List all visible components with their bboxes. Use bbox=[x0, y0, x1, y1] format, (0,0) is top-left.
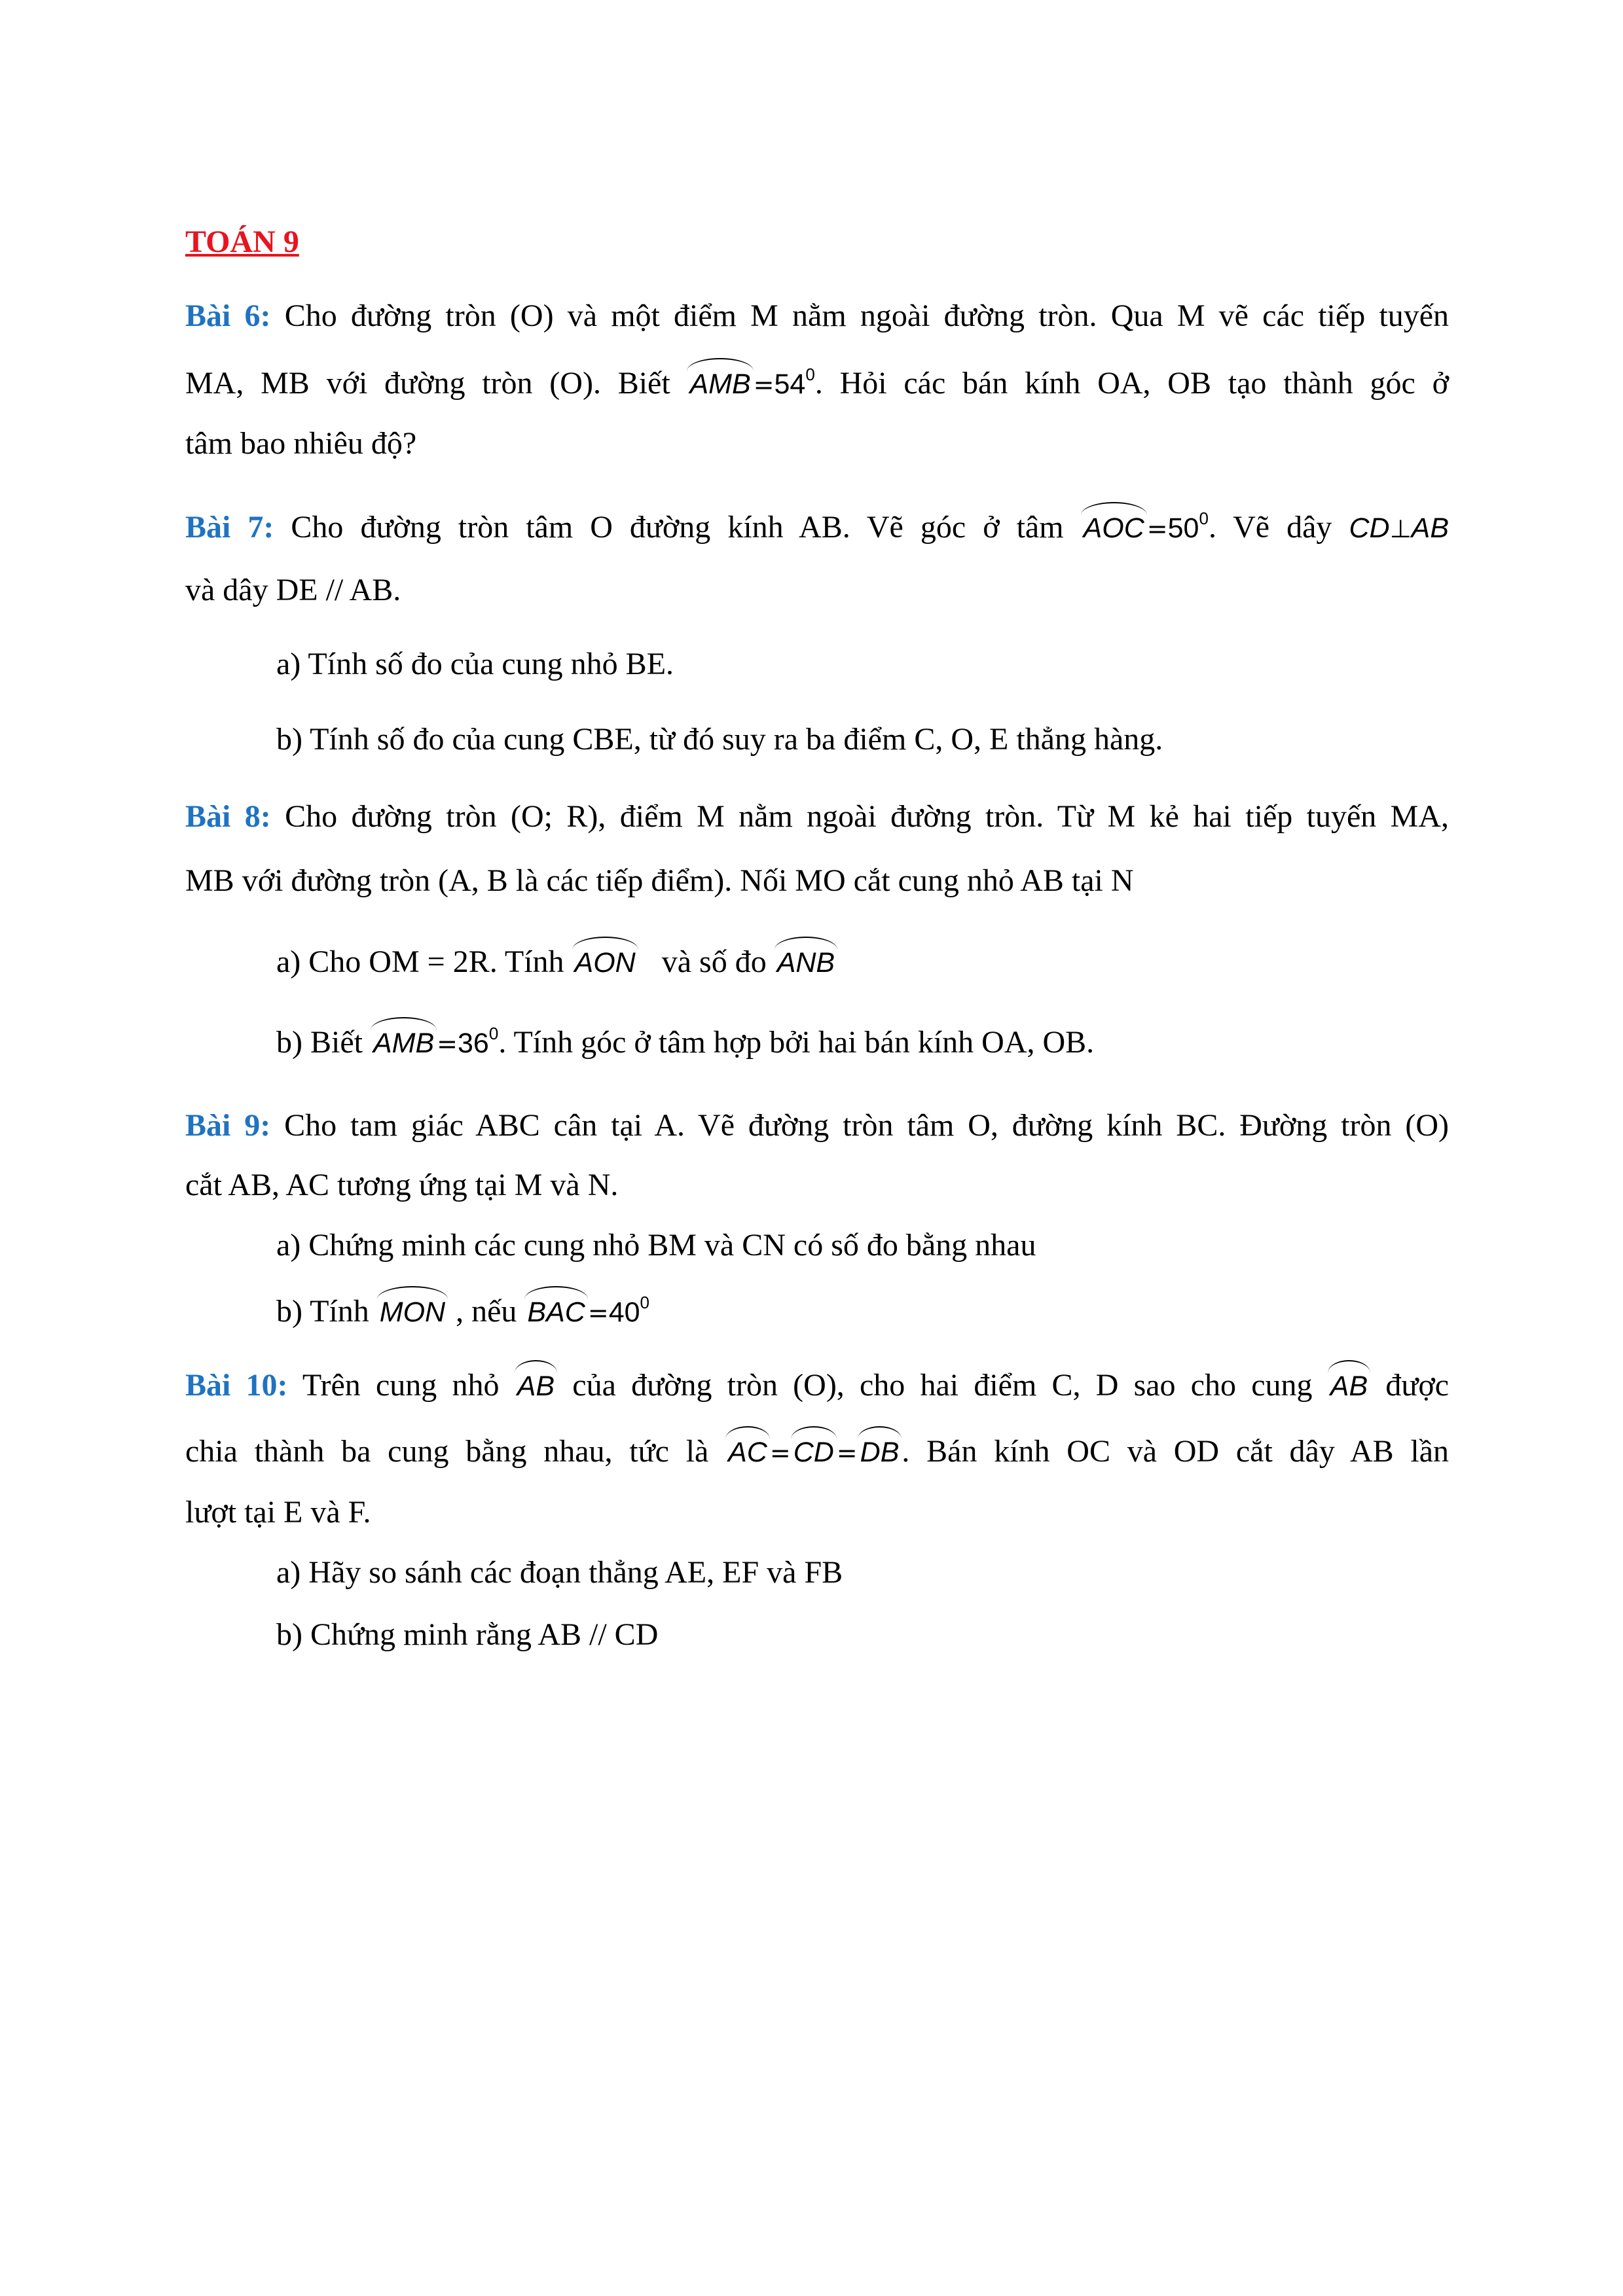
arc-ab-2: AB bbox=[1328, 1367, 1370, 1406]
bai7-label: Bài 7: bbox=[185, 510, 274, 545]
arc-cd: CD bbox=[791, 1433, 837, 1472]
arc-aon: AON bbox=[572, 943, 638, 982]
bai7-part-b: b) Tính số đo của cung CBE, từ đó suy ra ba điểm C, O, E thẳng hàng. bbox=[276, 722, 1163, 757]
bai7-part-a: a) Tính số đo của cung nhỏ BE. bbox=[276, 647, 674, 681]
bai6-label: Bài 6: bbox=[185, 298, 271, 333]
bai8-part-b: b) Biết AMB $=36^0$. Tính góc ở tâm hợp bởi hai bán kính OA, OB. bbox=[276, 1023, 1540, 1064]
bai9-part-a: a) Chứng minh các cung nhỏ BM và CN có số đo bằng nhau bbox=[276, 1228, 1036, 1263]
arc-aoc: AOC bbox=[1081, 509, 1147, 548]
bai8-line-1: Bài 8: Cho đường tròn (O; R), điểm M nằm ngoài đường tròn. Từ M kẻ hai tiếp tuyến MA, bbox=[185, 799, 1449, 834]
bai9-line-2: cắt AB, AC tương ứng tại M và N. bbox=[185, 1168, 619, 1202]
bai6-line-1: Bài 6: Cho đường tròn (O) và một điểm M nằm ngoài đường tròn. Qua M vẽ các tiếp tuyến bbox=[185, 298, 1450, 333]
bai8-label: Bài 8: bbox=[185, 799, 271, 834]
arc-ab: AB bbox=[515, 1367, 557, 1406]
arc-bac: BAC bbox=[524, 1293, 587, 1332]
bai10-part-b: b) Chứng minh rằng AB // CD bbox=[276, 1617, 659, 1652]
arc-mon: MON bbox=[377, 1293, 448, 1332]
arc-amb-2: AMB bbox=[371, 1024, 437, 1063]
bai10-part-a: a) Hãy so sánh các đoạn thẳng AE, EF và FB bbox=[276, 1555, 843, 1590]
arc-anb: ANB bbox=[775, 943, 837, 982]
bai8-part-a: a) Cho OM = 2R. Tính AON và số đo ANB bbox=[276, 942, 1540, 982]
bai6-line-2: MA, MB với đường tròn (O). Biết AMB $=54^0$. Hỏi các bán kính OA, OB tạo thành góc ở bbox=[185, 364, 1449, 404]
bai6-line-3: tâm bao nhiêu độ? bbox=[185, 426, 417, 461]
bai8-line-2: MB với đường tròn (A, B là các tiếp điểm). Nối MO cắt cung nhỏ AB tại N bbox=[185, 863, 1134, 898]
bai9-line-1: Bài 9: Cho tam giác ABC cân tại A. Vẽ đường tròn tâm O, đường kính BC. Đường tròn (O) bbox=[185, 1108, 1450, 1143]
page-title: TOÁN 9 bbox=[185, 224, 299, 259]
bai9-part-b: b) Tính MON , nếu BAC $=40^0$ bbox=[276, 1292, 1540, 1333]
bai10-label: Bài 10: bbox=[185, 1368, 288, 1403]
arc-amb: AMB bbox=[687, 365, 753, 404]
bai7-line-1: Bài 7: Cho đường tròn tâm O đường kính AB. Vẽ góc ở tâm AOC $=50^0$. Vẽ dây CD⊥AB bbox=[185, 508, 1449, 548]
arc-ac: AC bbox=[725, 1433, 770, 1472]
arc-db: DB bbox=[858, 1433, 902, 1472]
bai7-line-2: và dây DE // AB. bbox=[185, 573, 401, 607]
bai9-label: Bài 9: bbox=[185, 1108, 271, 1143]
bai10-line-1: Bài 10: Trên cung nhỏ AB của đường tròn (O), cho hai điểm C, D sao cho cung AB được bbox=[185, 1366, 1449, 1406]
bai10-line-3: lượt tại E và F. bbox=[185, 1495, 371, 1530]
bai10-line-2: chia thành ba cung bằng nhau, tức là AC =CD =DB. Bán kính OC và OD cắt dây AB lần bbox=[185, 1432, 1449, 1473]
